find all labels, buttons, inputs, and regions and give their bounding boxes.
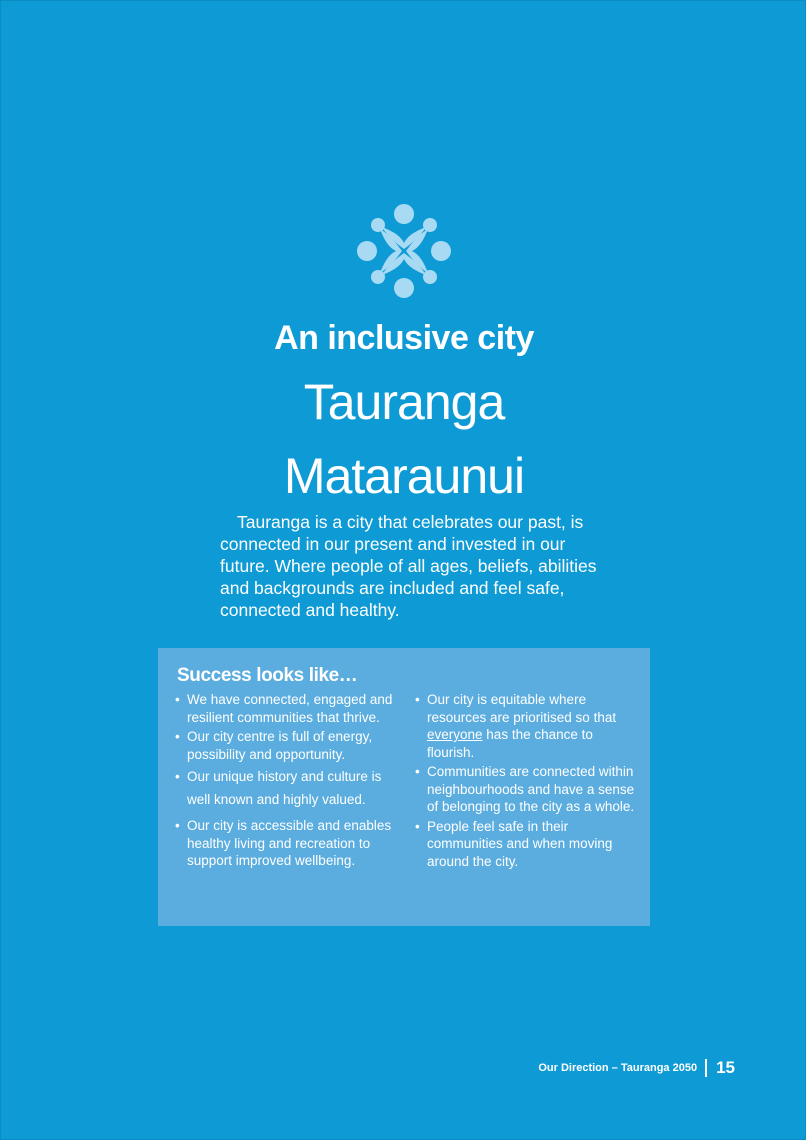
title-line-2: Mataraunui xyxy=(283,448,525,504)
figure-head-top xyxy=(394,204,414,224)
figure-head-right xyxy=(431,241,451,261)
figure-dot-4 xyxy=(423,270,437,284)
figure-dot-1 xyxy=(371,218,385,232)
success-box xyxy=(158,648,650,926)
list-item-text: People feel safe in their communities and when moving around the city. xyxy=(427,818,613,869)
bullet: • xyxy=(175,729,180,744)
list-item xyxy=(175,765,393,811)
list-item-text: We have connected, engaged and resilient communities that thrive. xyxy=(187,692,393,725)
list-item-text: Our city centre is full of energy, possibility and opportunity. xyxy=(187,729,373,762)
page-footer xyxy=(538,1058,735,1078)
footer-title: Our Direction – Tauranga 2050 xyxy=(538,1062,698,1074)
bullet: • xyxy=(415,818,420,834)
people-circle-icon xyxy=(354,201,454,301)
bullet: • xyxy=(175,692,180,707)
figure-dot-3 xyxy=(371,270,385,284)
section-heading: An inclusive city xyxy=(274,319,534,357)
list-item-text: Our city is accessible and enables healthy living and recreation to support improved wellbeing. xyxy=(187,818,392,868)
list-item xyxy=(415,818,635,871)
bullet: • xyxy=(175,769,180,784)
success-list-right xyxy=(415,691,635,872)
list-item xyxy=(175,691,393,726)
list-item-text: Our unique history and culture is well known and highly valued. xyxy=(187,769,382,807)
intro-paragraph: Tauranga is a city that celebrates our past, is connected in our present and invested in our future. Where people of all ages, beliefs, abilities and backgrounds are included and feel safe, connected and healthy. xyxy=(220,512,597,620)
bullet: • xyxy=(415,764,420,779)
list-item xyxy=(415,763,635,816)
list-item-text: Communities are connected within neighbourhoods and have a sense of belonging to the city as a whole. xyxy=(427,764,635,814)
list-item-text: Our city is equitable where resources are prioritised so that everyone has the chance to flourish. xyxy=(427,692,617,760)
success-list-left xyxy=(175,691,393,872)
bullet: • xyxy=(175,818,180,833)
list-item xyxy=(175,728,393,763)
list-item xyxy=(415,691,635,761)
figure-head-bottom xyxy=(394,278,414,298)
bullet: • xyxy=(415,692,420,707)
page-number: 15 xyxy=(716,1058,735,1077)
list-item xyxy=(175,817,393,870)
footer-divider xyxy=(705,1059,707,1077)
title-line-1: Tauranga xyxy=(303,374,505,430)
success-title: Success looks like… xyxy=(177,665,358,686)
underlined-word: everyone xyxy=(427,727,483,742)
figure-head-left xyxy=(357,241,377,261)
figure-dot-2 xyxy=(423,218,437,232)
